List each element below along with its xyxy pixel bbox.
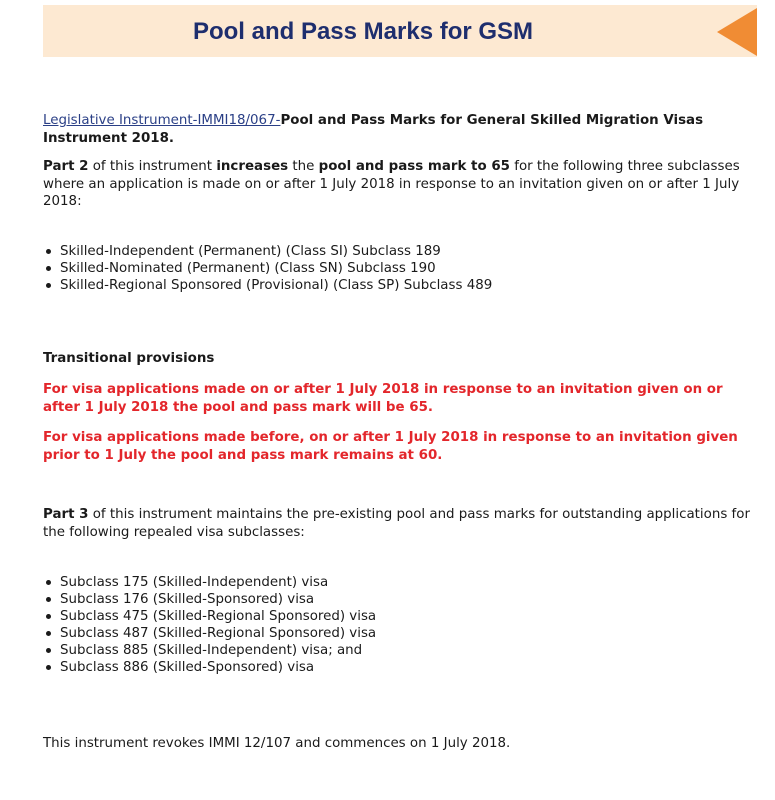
part2-paragraph <box>43 158 757 211</box>
document-body <box>43 112 757 753</box>
legislative-instrument-link[interactable]: Legislative Instrument-IMMI18/067- <box>43 113 281 128</box>
list-item: Subclass 175 (Skilled-Independent) visa <box>43 574 757 591</box>
transitional-note-1: For visa applications made on or after 1 July 2018 in response to an invitation given on or after 1 July 2018 the pool and pass mark will be 65. <box>43 382 723 415</box>
part2-text-3: for the following three subclasses where an application is made on or after 1 July 2018 in response to an invitation given on or after 1 July 2018: <box>43 159 740 209</box>
part2-bold-pool-mark: pool and pass mark to 65 <box>318 159 510 174</box>
list-item: Skilled-Independent (Permanent) (Class SI) Subclass 189 <box>43 243 757 260</box>
list-item: Subclass 886 (Skilled-Sponsored) visa <box>43 659 757 676</box>
part2-bold-increases: increases <box>216 159 289 174</box>
part2-text-2: the <box>288 159 319 174</box>
instrument-title-text: Pool and Pass Marks for General Skilled Migration Visas Instrument 2018. <box>43 113 704 146</box>
list-item: Skilled-Nominated (Permanent) (Class SN) Subclass 190 <box>43 260 757 277</box>
instrument-title <box>43 112 757 147</box>
arrow-left-icon <box>717 8 757 56</box>
transitional-note-2: For visa applications made before, on or after 1 July 2018 in response to an invitation given prior to 1 July the pool and pass mark remains at 60. <box>43 430 738 463</box>
list-item: Subclass 475 (Skilled-Regional Sponsored) visa <box>43 608 757 625</box>
page-title: Pool and Pass Marks for GSM <box>192 18 534 45</box>
part3-text: of this instrument maintains the pre-existing pool and pass marks for outstanding applications for the following repealed visa subclasses: <box>43 507 750 540</box>
list-item: Subclass 487 (Skilled-Regional Sponsored) visa <box>43 625 757 642</box>
part2-text-1: of this instrument <box>88 159 217 174</box>
part3-paragraph <box>43 506 757 541</box>
list-item: Skilled-Regional Sponsored (Provisional) (Class SP) Subclass 489 <box>43 277 757 294</box>
footer-note: This instrument revokes IMMI 12/107 and commences on 1 July 2018. <box>43 736 511 751</box>
part2-label: Part 2 <box>43 159 89 174</box>
transitional-heading: Transitional provisions <box>43 350 215 366</box>
part3-label: Part 3 <box>43 507 89 522</box>
list-item: Subclass 885 (Skilled-Independent) visa; and <box>43 642 757 659</box>
part2-subclass-list <box>43 243 757 294</box>
title-banner <box>43 5 757 57</box>
list-item: Subclass 176 (Skilled-Sponsored) visa <box>43 591 757 608</box>
part3-subclass-list <box>43 574 757 676</box>
